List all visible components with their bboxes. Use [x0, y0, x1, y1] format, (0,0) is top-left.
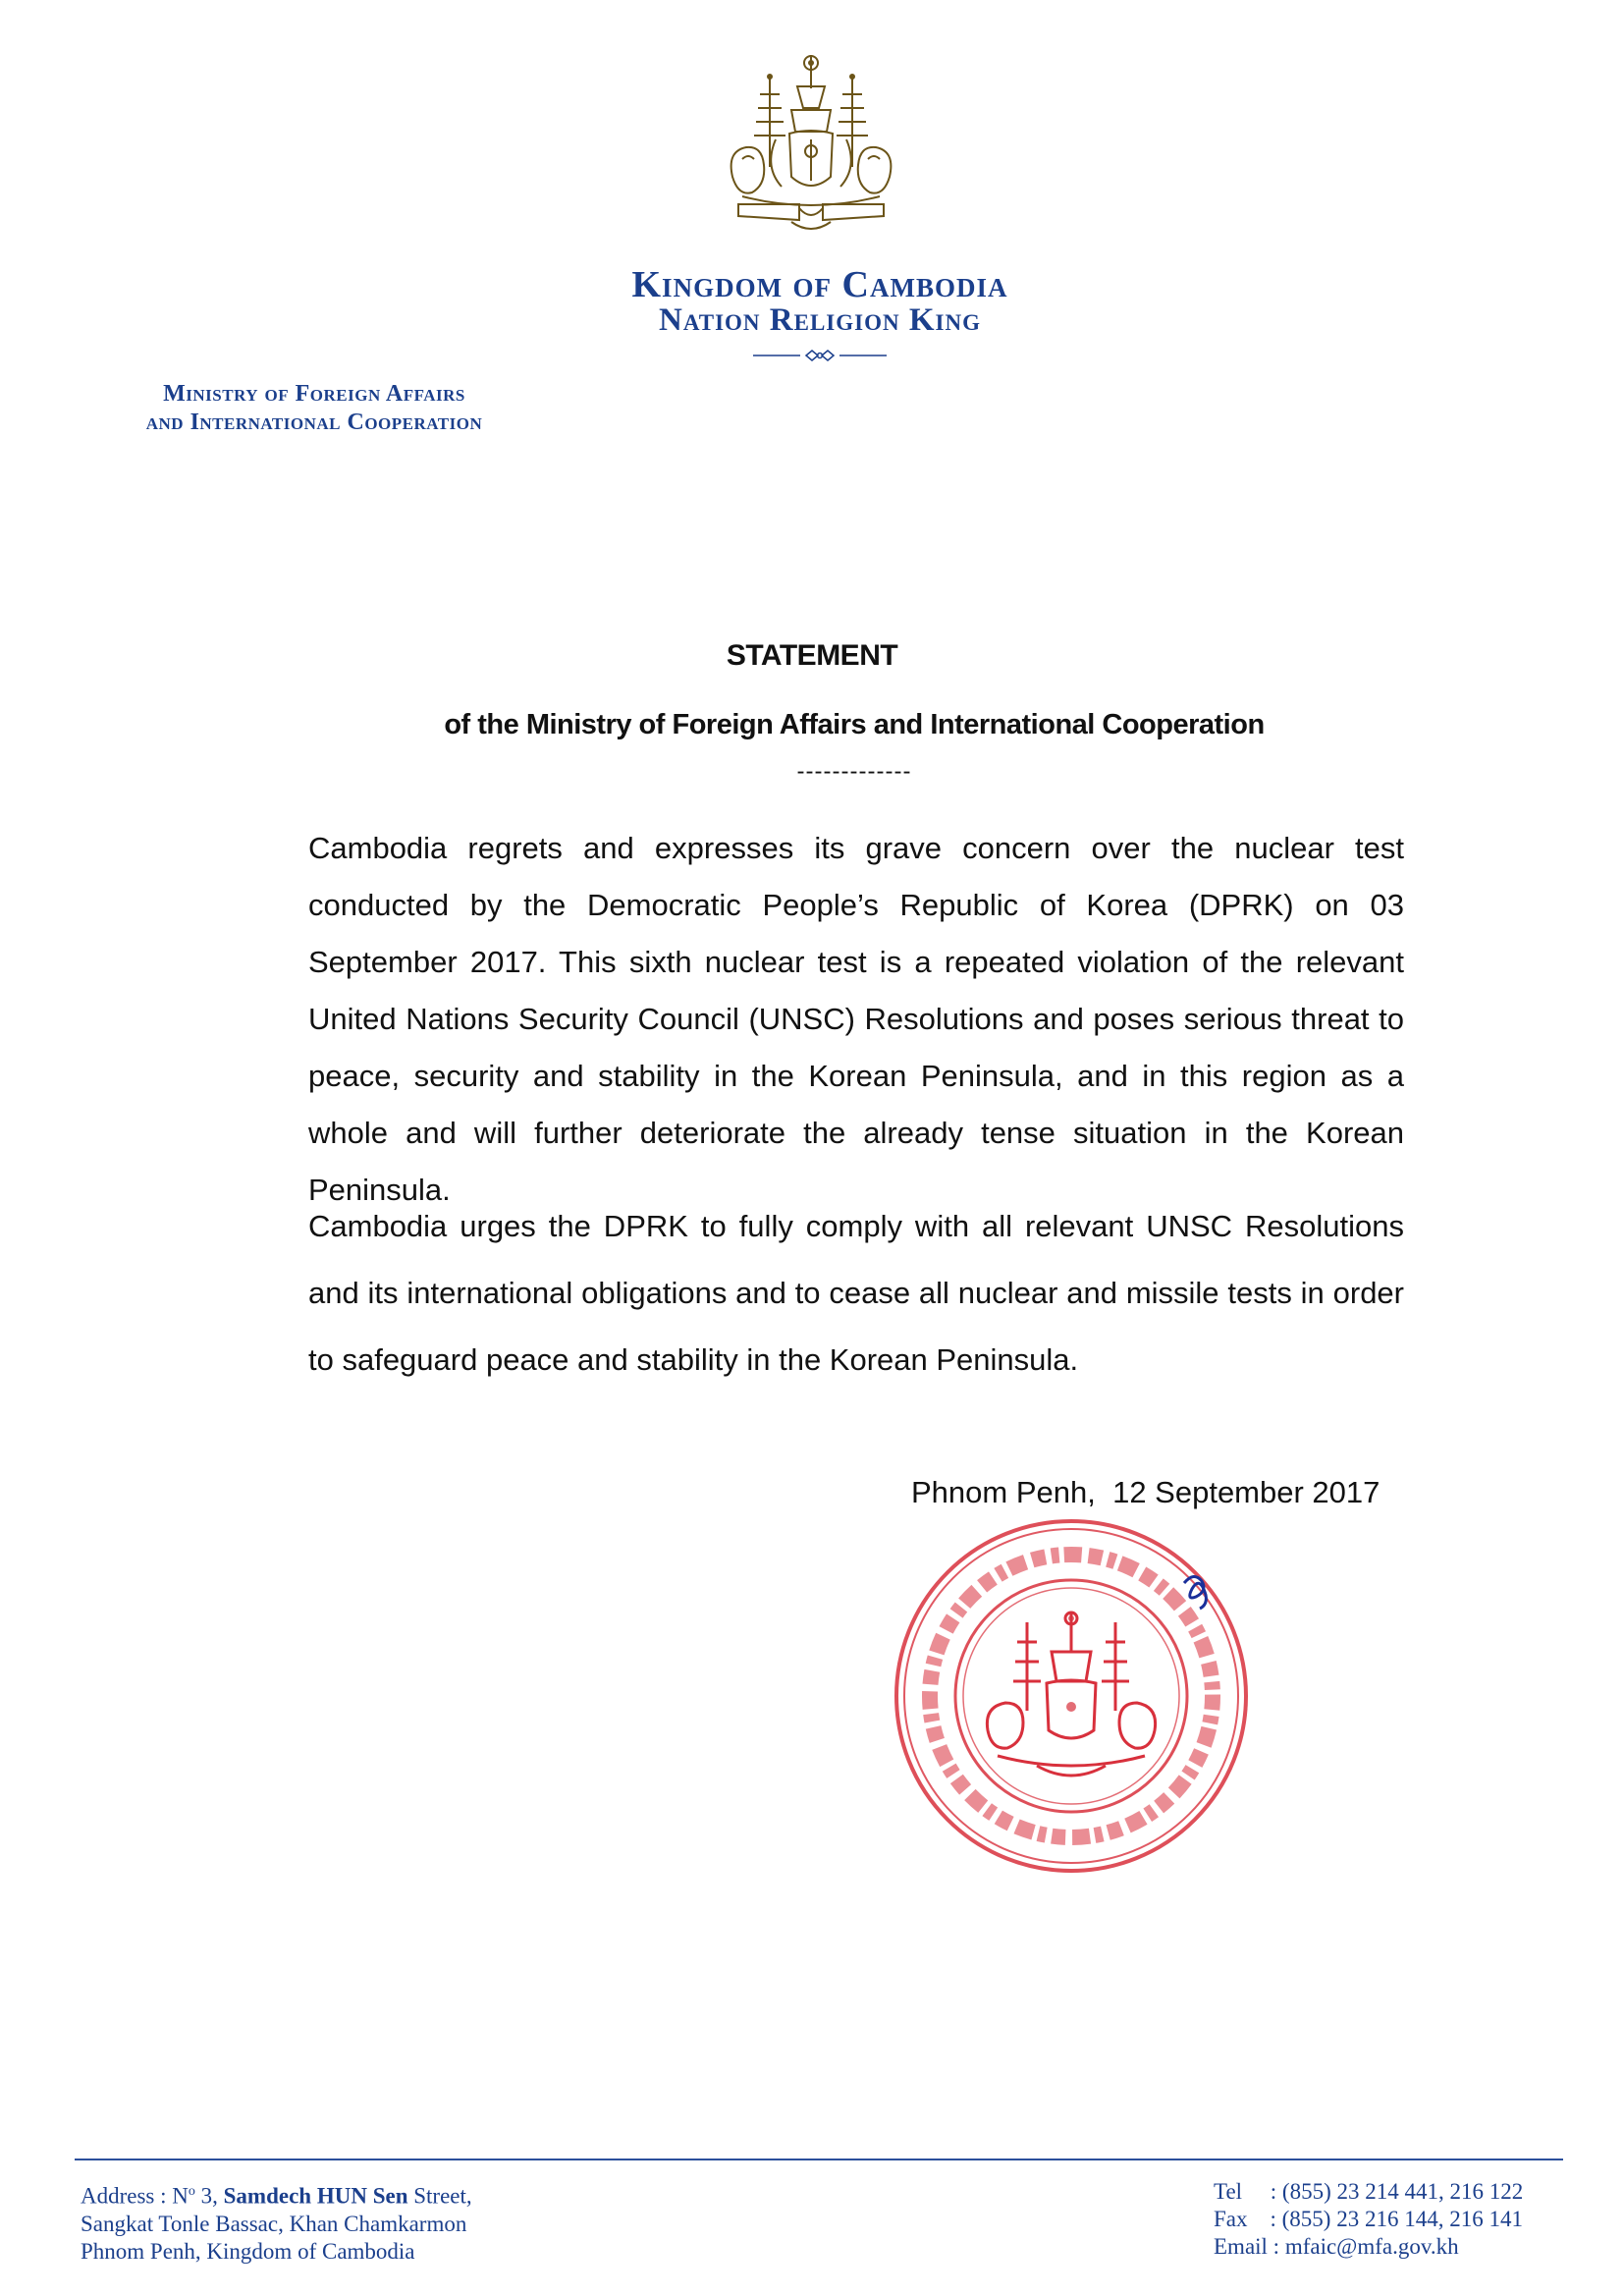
- address-line-3: Phnom Penh, Kingdom of Cambodia: [81, 2238, 415, 2264]
- statement-title: STATEMENT: [726, 639, 898, 672]
- national-motto: Nation Religion King: [659, 302, 981, 338]
- footer-fax: Fax : (855) 23 216 144, 216 141: [1214, 2207, 1523, 2231]
- footer-email[interactable]: Email : mfaic@mfa.gov.kh: [1214, 2234, 1459, 2259]
- ornament-divider-icon: [751, 348, 889, 363]
- official-seal-icon: [890, 1514, 1253, 1878]
- footer-divider: [75, 2159, 1563, 2160]
- country-name: Kingdom of Cambodia: [631, 264, 1008, 305]
- separator: -------------: [796, 758, 912, 785]
- body-paragraph-1: Cambodia regrets and expresses its grave concern over the nuclear test conducted by the Democratic People’s Republic of Korea (DPRK) on 03 September 2017. This sixth nuclear test is a repeated violation of the relevant United Nations Security Council (UNSC) Resolutions and poses serious threat to peace, security and stability in the Korean Peninsula, and in this region as a whole and will further deteriorate the already tense situation in the Korean Peninsula.: [308, 831, 1404, 1207]
- ministry-name-line1: Ministry of Foreign Affairs: [163, 381, 465, 407]
- footer-address: [81, 2178, 472, 2266]
- address-line-2: Sangkat Tonle Bassac, Khan Chamkarmon: [81, 2211, 467, 2236]
- footer-contact: [1214, 2178, 1523, 2261]
- footer-tel: Tel : (855) 23 214 441, 216 122: [1214, 2179, 1524, 2204]
- statement-subtitle: of the Ministry of Foreign Affairs and International Cooperation: [444, 709, 1265, 740]
- address-line-1: Address : $N^o$ 3, Samdech HUN Sen Street,: [81, 2183, 472, 2209]
- ministry-name-line2: and International Cooperation: [145, 410, 483, 435]
- place-and-date: Phnom Penh, 12 September 2017: [911, 1475, 1380, 1509]
- royal-emblem-icon: [713, 49, 909, 241]
- body-paragraph-2: Cambodia urges the DPRK to fully comply with all relevant UNSC Resolutions and its international obligations and to cease all nuclear and missile tests in order to safeguard peace and stability in the Korean Peninsula.: [308, 1209, 1404, 1377]
